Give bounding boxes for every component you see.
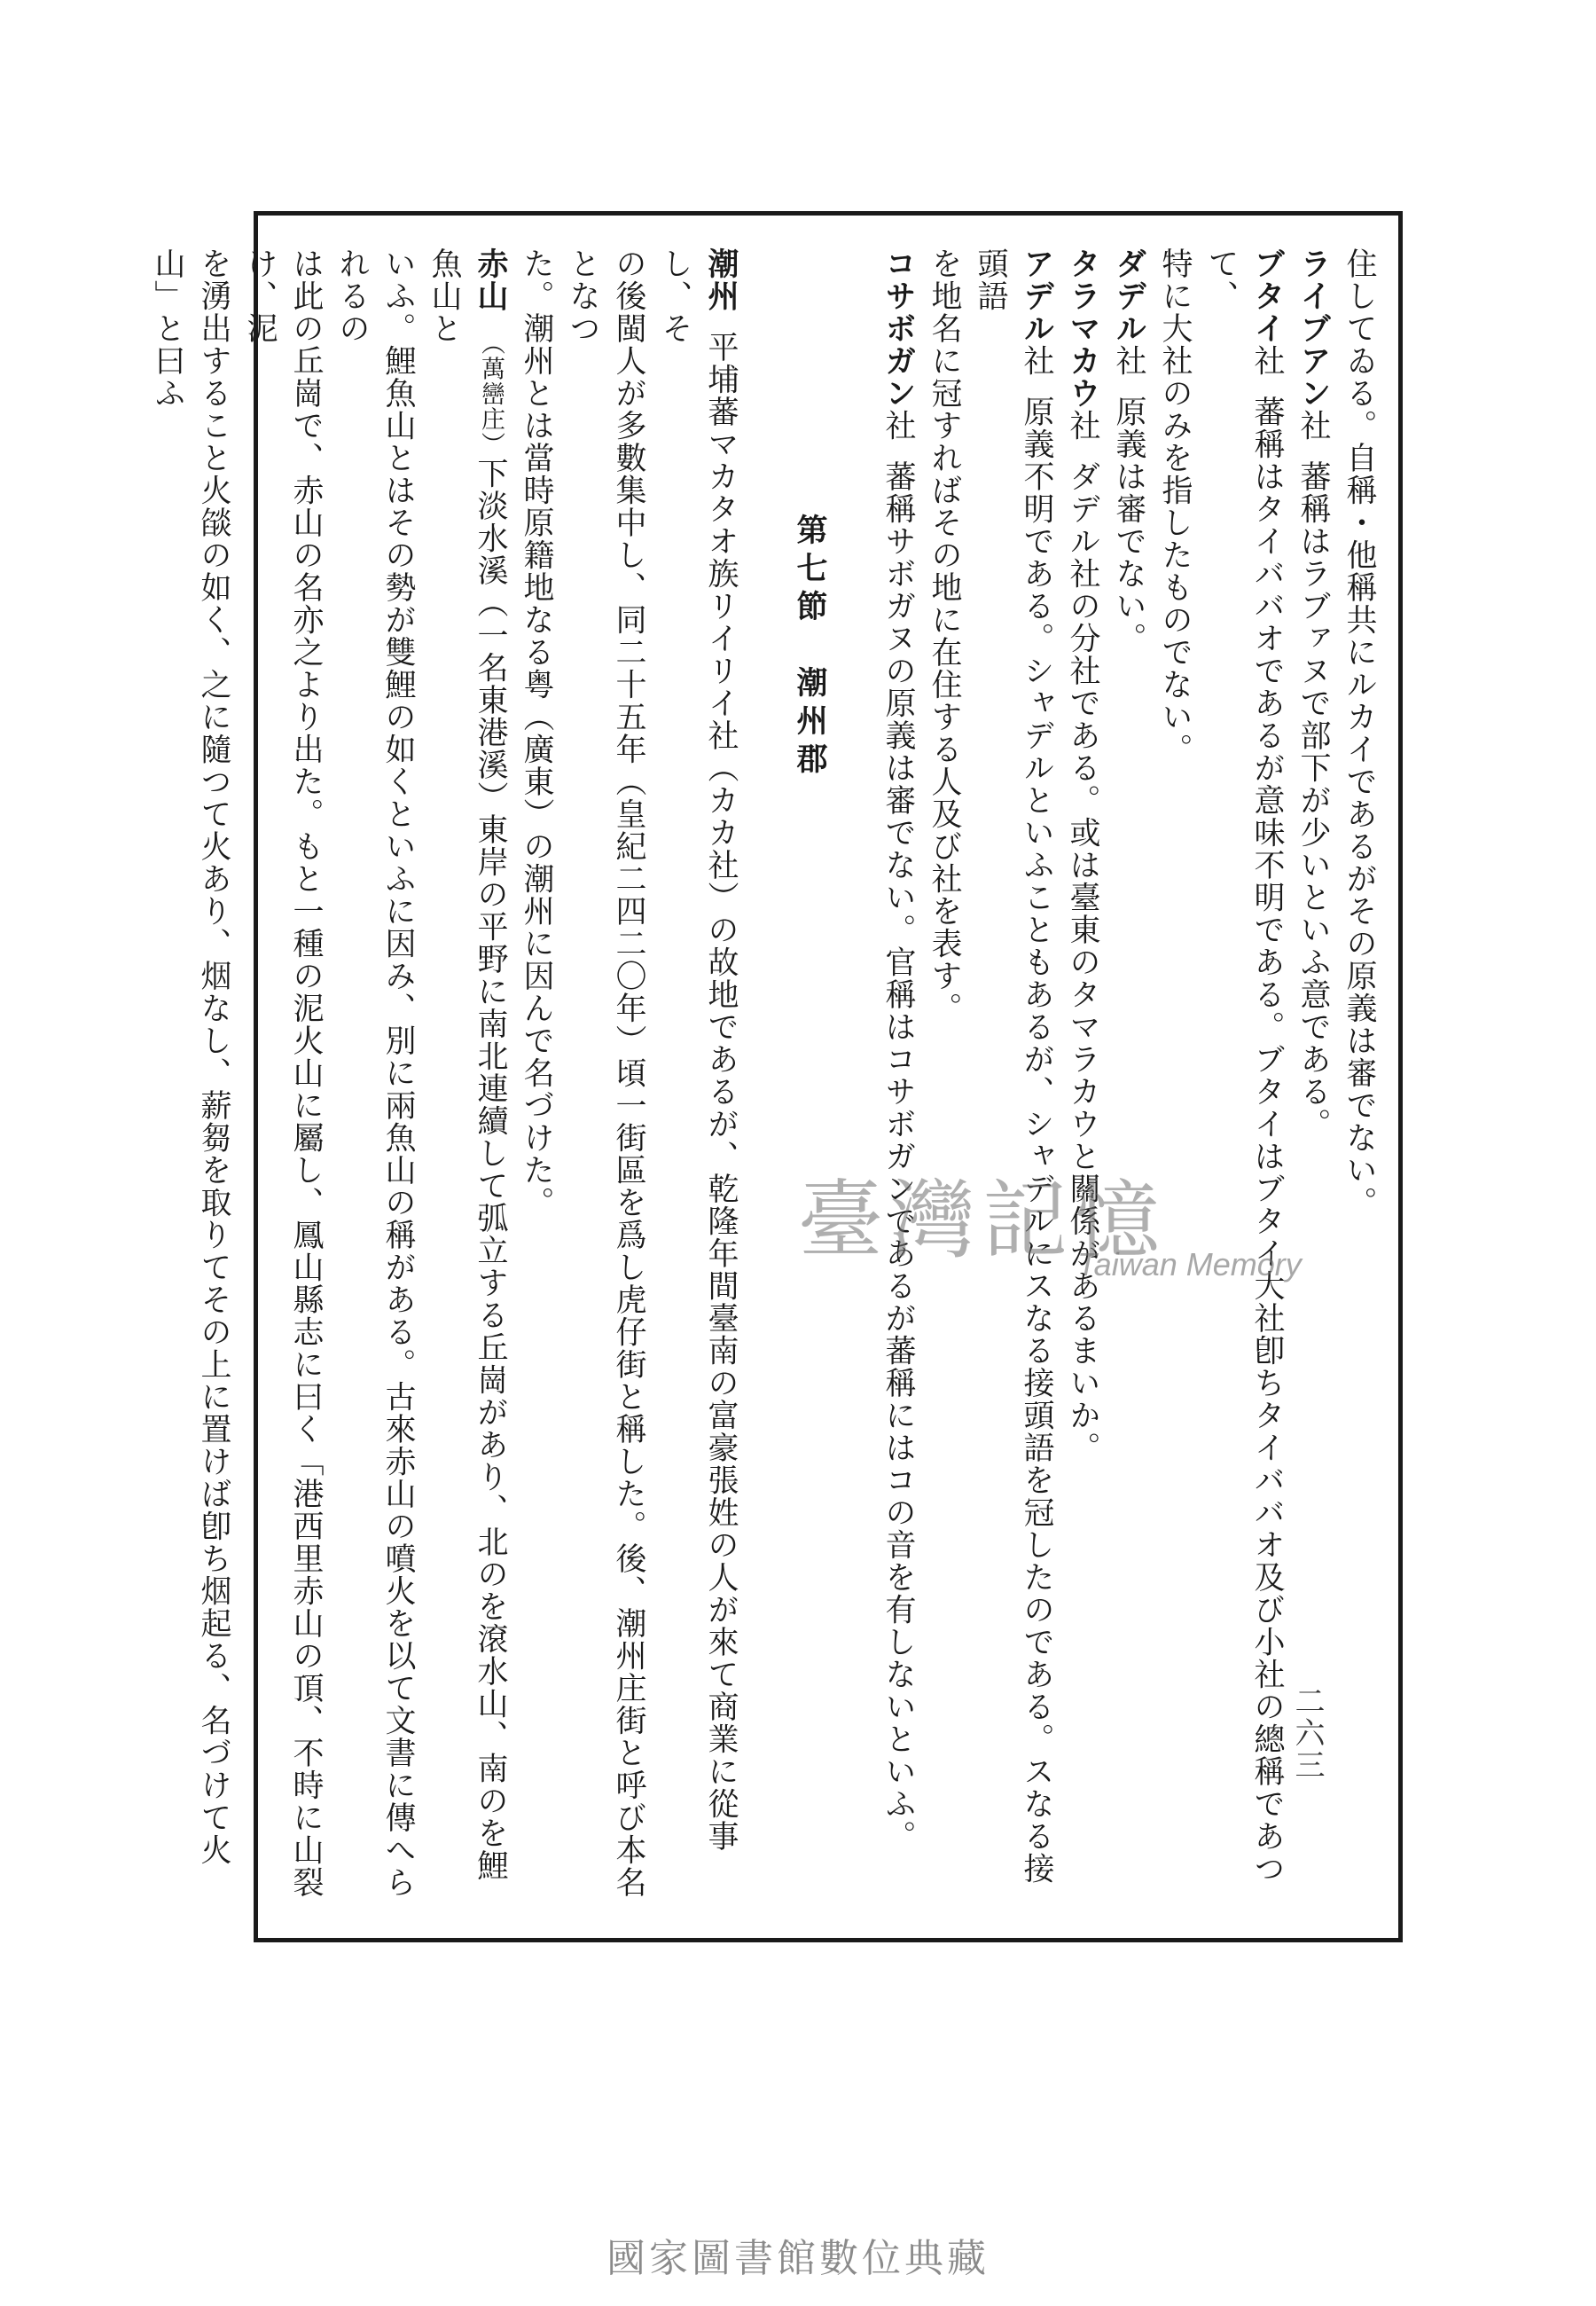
entry-adel (967, 247, 1060, 1906)
text-line-14: いふ。鯉魚山とはその勢が雙鯉の如くといふに因み、別に兩魚山の稱がある。古來赤山の噴火を以て文書に傳へられるの (334, 247, 416, 1899)
entry-akayama (421, 247, 513, 1906)
entry-keyword: 潮州 (703, 247, 739, 312)
text-line-15: は此の丘崗で、赤山の名亦之より出た。もと一種の泥火山に屬し、鳳山縣志に曰く「港西里赤山の頂、不時に山裂け、泥 (242, 247, 324, 1899)
entry-keyword: コサボガン (880, 247, 916, 410)
entry-text: 原義不明である。シャデルといふこともあるが、シャデルにスなる接頭語を冠したのである。スなる接頭語 (973, 247, 1054, 1885)
entry-butai (1198, 247, 1290, 1906)
vertical-text-block (150, 247, 1382, 1906)
library-footer: 國家圖書館數位典藏 (606, 2236, 990, 2281)
entry-dadel (1106, 247, 1152, 1906)
entry-tamaracau (1060, 247, 1106, 1906)
text-line-11: の後閩人が多數集中し、同二十五年（皇紀二四二〇年）頃一街區を爲し虎仔街と稱した。後、潮州庄街と呼び本名となつ (565, 247, 646, 1899)
entry-text: 平埔蕃マカタオ族リイリイ社（カカ社）の故地であるが、乾隆年間臺南の富豪張姓の人が來て商業に從事し、そ (657, 247, 739, 1853)
entry-text: 蕃稱サボガヌの原義は審でない。官稱はコサボガンであるが蕃稱にはコの音を有しないといふ。 (880, 460, 916, 1853)
entry-keyword: ライブアン (1295, 247, 1331, 410)
watermark-logo: 臺灣記憶 (798, 1171, 1167, 1270)
entry-suffix: 社 (1295, 409, 1331, 442)
entry-text: 蕃稱はタイババオであるが意味不明である。ブタイはブタイ大社卽ちタイババオ及び小社の總稱であつて、 (1203, 247, 1285, 1885)
entry-note: （萬巒庄） (477, 331, 505, 458)
entry-suffix: 社 (1249, 344, 1285, 377)
entry-raibuan (1290, 247, 1336, 1906)
entry-suffix: 社 (1111, 344, 1146, 377)
section-heading: 第七節 潮州郡 (792, 514, 827, 780)
entry-text: 下淡水溪（一名東港溪）東岸の平野に南北連續して弧立する丘崗があり、北のを滾水山、南のを鯉魚山と (426, 247, 508, 1882)
watermark-subtitle: Taiwan Memory (1077, 1246, 1302, 1282)
text-line-16: を湧出すること火燄の如く、之に隨つて火あり、烟なし、薪芻を取りてその上に置けば卽ち烟起る、名づけて火山」と曰ふ (150, 247, 231, 1866)
entry-keyword: ダデル (1111, 247, 1146, 345)
page-frame (150, 211, 1403, 1942)
entry-choshu (652, 247, 744, 1906)
entry-keyword: 赤山 (473, 247, 508, 312)
text-line-12: た。潮州とは當時原籍地なる粤（廣東）の潮州に因んで名づけた。 (519, 247, 554, 1219)
entry-keyword: ブタイ (1249, 247, 1285, 345)
text-line-1: 住してゐる。自稱・他稱共にルカイであるがその原義は審でない。 (1342, 247, 1377, 1219)
entry-text: 原義は審でない。 (1111, 396, 1146, 655)
entry-kosabogan (875, 247, 921, 1906)
entry-suffix: 社 (1019, 344, 1054, 377)
entry-suffix: 社 (1065, 409, 1100, 442)
entry-text: 蕃稱はラブァヌで部下が少いといふ意である。 (1295, 460, 1331, 1141)
entry-keyword: タラマカウ (1065, 247, 1100, 410)
text-line-8: を地名に冠すればその地に在住する人及び社を表す。 (927, 247, 962, 1024)
text-line-4: 特に大社のみを指したものでない。 (1157, 247, 1193, 765)
entry-keyword: アデル (1019, 247, 1054, 345)
page-number: 二六三 (1289, 1685, 1325, 1781)
entry-text: ダデル社の分社である。或は臺東のタマラカウと關係があるまいか。 (1065, 460, 1100, 1464)
entry-suffix: 社 (880, 409, 916, 442)
